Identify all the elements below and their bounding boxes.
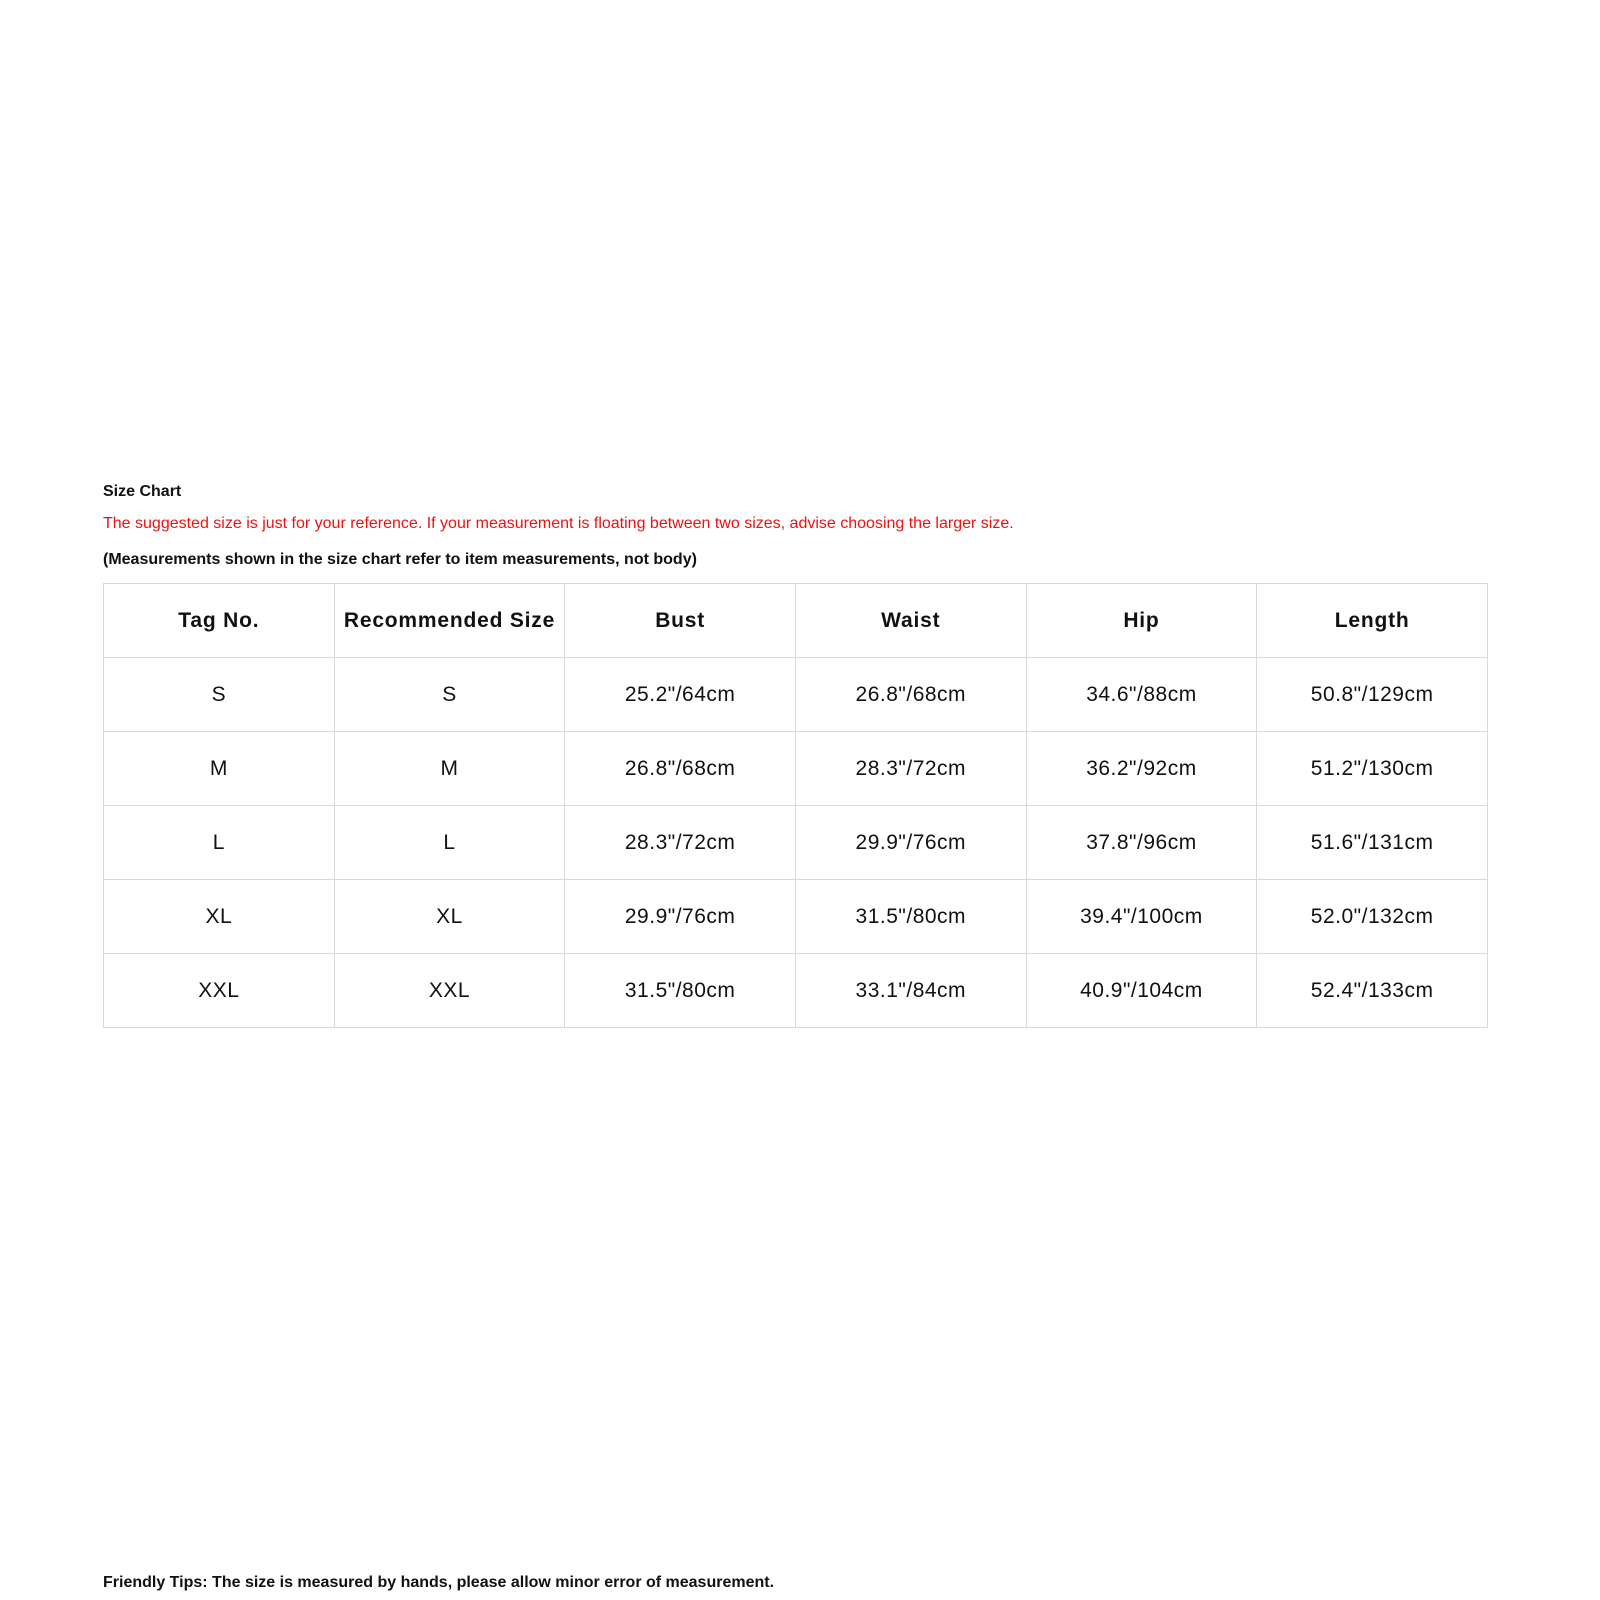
header-waist: Waist	[795, 584, 1026, 658]
cell-waist: 33.1"/84cm	[795, 954, 1026, 1028]
header-recommended-size: Recommended Size	[334, 584, 565, 658]
table-row	[104, 954, 1488, 1028]
size-chart-title: Size Chart	[103, 483, 182, 497]
cell-length: 52.4"/133cm	[1257, 954, 1488, 1028]
cell-tag-no: XL	[104, 880, 335, 954]
cell-length: 50.8"/129cm	[1257, 658, 1488, 732]
cell-bust: 25.2"/64cm	[565, 658, 796, 732]
table-header-row	[104, 584, 1488, 658]
header-bust: Bust	[565, 584, 796, 658]
cell-recommended-size: XL	[334, 880, 565, 954]
cell-waist: 29.9"/76cm	[795, 806, 1026, 880]
cell-tag-no: M	[104, 732, 335, 806]
header-tag-no: Tag No.	[104, 584, 335, 658]
size-reference-note: The suggested size is just for your reference. If your measurement is floating between two sizes, advise choosing the larger size.	[103, 515, 1014, 532]
table-row	[104, 806, 1488, 880]
cell-hip: 40.9"/104cm	[1026, 954, 1257, 1028]
cell-bust: 26.8"/68cm	[565, 732, 796, 806]
table-row	[104, 658, 1488, 732]
cell-waist: 28.3"/72cm	[795, 732, 1026, 806]
cell-hip: 37.8"/96cm	[1026, 806, 1257, 880]
cell-recommended-size: S	[334, 658, 565, 732]
table-row	[104, 880, 1488, 954]
cell-hip: 34.6"/88cm	[1026, 658, 1257, 732]
cell-tag-no: L	[104, 806, 335, 880]
cell-recommended-size: L	[334, 806, 565, 880]
cell-recommended-size: M	[334, 732, 565, 806]
header-hip: Hip	[1026, 584, 1257, 658]
header-length: Length	[1257, 584, 1488, 658]
cell-tag-no: S	[104, 658, 335, 732]
measurement-note: (Measurements shown in the size chart refer to item measurements, not body)	[103, 551, 697, 568]
friendly-tips: Friendly Tips: The size is measured by hands, please allow minor error of measurement.	[103, 1574, 775, 1591]
cell-hip: 36.2"/92cm	[1026, 732, 1257, 806]
cell-waist: 26.8"/68cm	[795, 658, 1026, 732]
cell-bust: 29.9"/76cm	[565, 880, 796, 954]
size-table	[103, 583, 1488, 1028]
cell-length: 51.2"/130cm	[1257, 732, 1488, 806]
cell-hip: 39.4"/100cm	[1026, 880, 1257, 954]
cell-length: 51.6"/131cm	[1257, 806, 1488, 880]
cell-waist: 31.5"/80cm	[795, 880, 1026, 954]
cell-tag-no: XXL	[104, 954, 335, 1028]
cell-bust: 28.3"/72cm	[565, 806, 796, 880]
cell-recommended-size: XXL	[334, 954, 565, 1028]
table-row	[104, 732, 1488, 806]
cell-length: 52.0"/132cm	[1257, 880, 1488, 954]
cell-bust: 31.5"/80cm	[565, 954, 796, 1028]
